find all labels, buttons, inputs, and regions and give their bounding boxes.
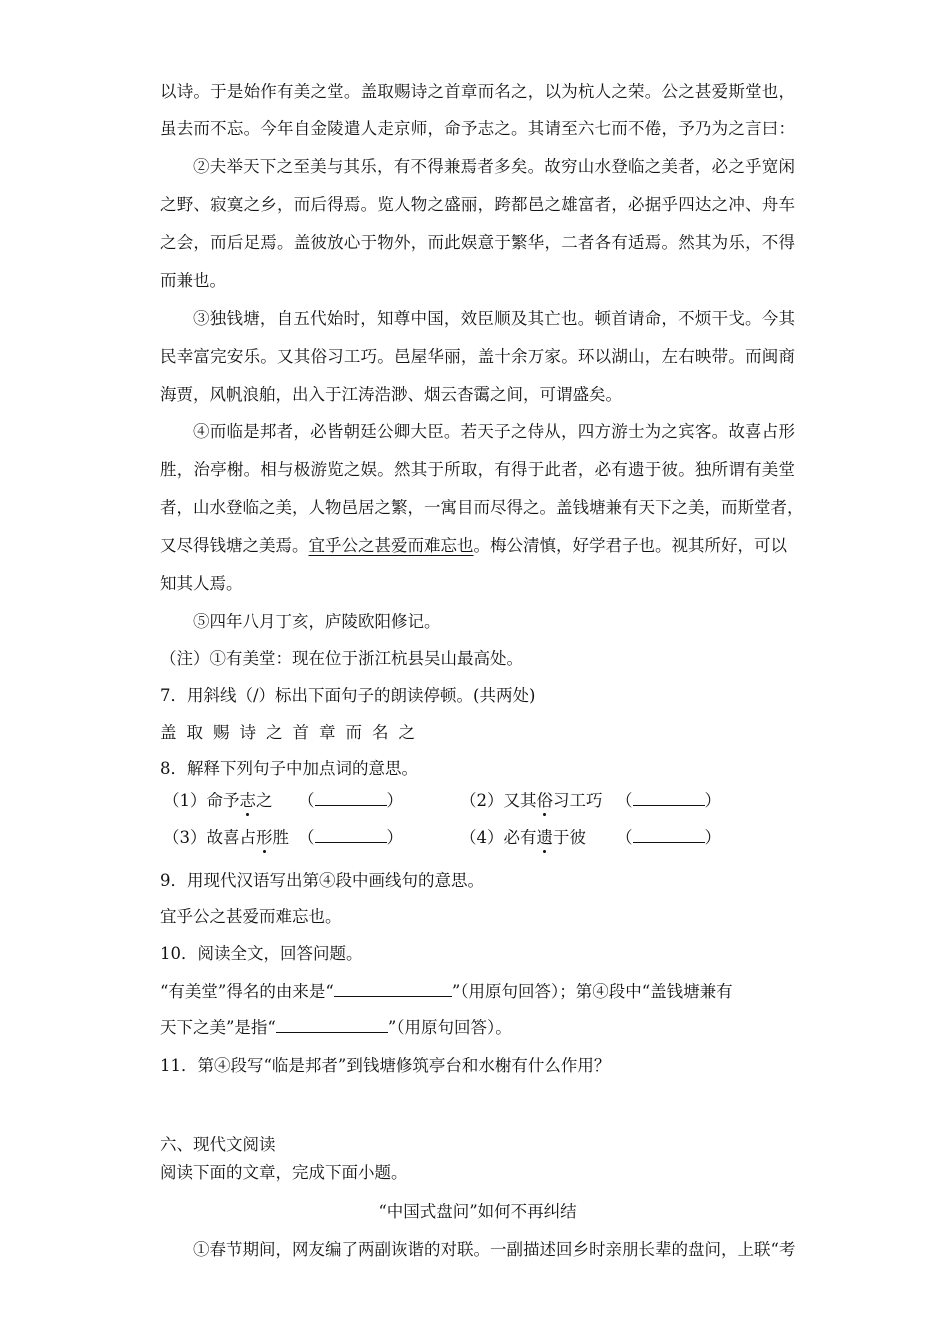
q8-item-number: （4） bbox=[460, 828, 504, 847]
question-9-prompt: 9．用现代汉语写出第④段中画线句的意思。 bbox=[160, 871, 484, 890]
answer-blank[interactable] bbox=[276, 1018, 388, 1033]
dotted-word: 志 bbox=[239, 791, 256, 810]
answer-blank[interactable] bbox=[334, 982, 452, 997]
passage-line: 民幸富完安乐。又其俗习工巧。邑屋华丽，盖十余万家。环以湖山，左右映带。而闽商 bbox=[160, 347, 795, 366]
paren-close: ） bbox=[386, 828, 403, 847]
q8-item-text: 故喜占 bbox=[206, 828, 256, 847]
question-10-line-2 bbox=[160, 1017, 795, 1039]
answer-blank[interactable] bbox=[315, 828, 387, 843]
question-10-line-1 bbox=[160, 981, 795, 1003]
paren-open: （ bbox=[616, 791, 633, 810]
q8-answer-2[interactable] bbox=[616, 790, 721, 812]
dotted-word: 俗 bbox=[536, 791, 553, 810]
passage-line: 之野、寂寞之乡，而后得焉。览人物之盛丽，跨都邑之雄富者，必据乎四达之冲、舟车 bbox=[160, 195, 795, 214]
section-heading: 六、现代文阅读 bbox=[160, 1135, 276, 1154]
question-7-sentence: 盖取赐诗之首章而名之 bbox=[160, 723, 425, 742]
paren-close: ） bbox=[704, 828, 721, 847]
q8-answer-3[interactable] bbox=[298, 827, 403, 849]
passage-line: 者，山水登临之美，人物邑居之繁，一寓目而尽得之。盖钱塘兼有天下之美，而斯堂者， bbox=[160, 498, 804, 517]
passage-line: 而兼也。 bbox=[160, 271, 226, 290]
passage-line-end: 。梅公清慎，好学君子也。视其所好，可以 bbox=[473, 536, 787, 555]
q8-item-text: 于彼 bbox=[553, 828, 586, 847]
passage-note: （注）①有美堂：现在位于浙江杭县吴山最高处。 bbox=[160, 649, 523, 668]
passage-paragraph-4: ④而临是邦者，必皆朝廷公卿大臣。若天子之侍从，四方游士为之宾客。故喜占形 bbox=[193, 422, 795, 441]
underlined-sentence: 宜乎公之甚爱而难忘也 bbox=[308, 536, 474, 555]
q8-item-text: 又其 bbox=[503, 791, 537, 810]
paren-close: ） bbox=[704, 791, 721, 810]
passage-line: 海贾，风帆浪舶，出入于江涛浩渺、烟云杳霭之间，可谓盛矣。 bbox=[160, 385, 622, 404]
question-8-prompt: 8．解释下列句子中加点词的意思。 bbox=[160, 759, 418, 778]
paren-close: ） bbox=[386, 791, 403, 810]
dotted-word: 形 bbox=[256, 828, 273, 847]
q8-answer-4[interactable] bbox=[616, 827, 721, 849]
q8-item-text: 命予 bbox=[206, 791, 240, 810]
article-paragraph-1: ①春节期间，网友编了两副诙谐的对联。一副描述回乡时亲朋长辈的盘问，上联“考 bbox=[193, 1240, 796, 1259]
paren-open: （ bbox=[616, 828, 633, 847]
answer-blank[interactable] bbox=[633, 791, 705, 806]
paren-open: （ bbox=[298, 828, 315, 847]
q8-item-text: 必有 bbox=[503, 828, 537, 847]
answer-blank[interactable] bbox=[633, 828, 705, 843]
question-9-sentence: 宜乎公之甚爱而难忘也。 bbox=[160, 907, 342, 926]
passage-line-start: 又尽得钱塘之美焉。 bbox=[160, 536, 309, 555]
q8-item-2 bbox=[460, 790, 603, 812]
q8-item-number: （3） bbox=[163, 828, 207, 847]
question-11-prompt: 11．第④段写“临是邦者”到钱塘修筑亭台和水榭有什么作用？ bbox=[160, 1056, 611, 1075]
answer-blank[interactable] bbox=[315, 791, 387, 806]
passage-paragraph-3: ③独钱塘，自五代始时，知尊中国，效臣顺及其亡也。顿首请命，不烦干戈。今其 bbox=[193, 309, 795, 328]
q8-item-number: （1） bbox=[163, 791, 207, 810]
q10-text: 天下之美”是指“ bbox=[160, 1018, 276, 1037]
passage-line-with-underline bbox=[160, 535, 795, 557]
q8-answer-1[interactable] bbox=[298, 790, 403, 812]
question-10-prompt: 10．阅读全文，回答问题。 bbox=[160, 944, 363, 963]
passage-line: 虽去而不忘。今年自金陵遣人走京师，命予志之。其请至六七而不倦，予乃为之言曰： bbox=[160, 119, 795, 138]
dotted-word: 遗 bbox=[536, 828, 553, 847]
passage-paragraph-2: ②夫举天下之至美与其乐，有不得兼焉者多矣。故穷山水登临之美者，必之乎宽闲 bbox=[193, 157, 795, 176]
q8-item-4 bbox=[460, 827, 586, 849]
q8-item-text: 之 bbox=[256, 791, 273, 810]
passage-paragraph-5: ⑤四年八月丁亥，庐陵欧阳修记。 bbox=[193, 612, 441, 631]
q8-item-3 bbox=[163, 827, 289, 849]
q8-item-1 bbox=[163, 790, 273, 812]
passage-line: 以诗。于是始作有美之堂。盖取赐诗之首章而名之，以为杭人之荣。公之甚爱斯堂也， bbox=[160, 82, 795, 101]
passage-line: 知其人焉。 bbox=[160, 574, 243, 593]
q8-item-text: 胜 bbox=[272, 828, 289, 847]
q10-text: ”（用原句回答）。 bbox=[387, 1018, 512, 1037]
q8-item-number: （2） bbox=[460, 791, 504, 810]
section-instruction: 阅读下面的文章，完成下面小题。 bbox=[160, 1163, 408, 1182]
q10-text: ”（用原句回答）；第④段中“盖钱塘兼有 bbox=[451, 982, 733, 1001]
paren-open: （ bbox=[298, 791, 315, 810]
article-title: “中国式盘问”如何不再纠结 bbox=[378, 1202, 577, 1221]
q10-text: “有美堂”得名的由来是“ bbox=[160, 982, 334, 1001]
passage-line: 胜，治亭榭。相与极游览之娱。然其于所取，有得于此者，必有遗于彼。独所谓有美堂 bbox=[160, 460, 795, 479]
q8-item-text: 习工巧 bbox=[553, 791, 603, 810]
question-7-prompt: 7．用斜线（/）标出下面句子的朗读停顿。(共两处) bbox=[160, 686, 536, 705]
passage-line: 之会，而后足焉。盖彼放心于物外，而此娱意于繁华，二者各有适焉。然其为乐，不得 bbox=[160, 233, 795, 252]
